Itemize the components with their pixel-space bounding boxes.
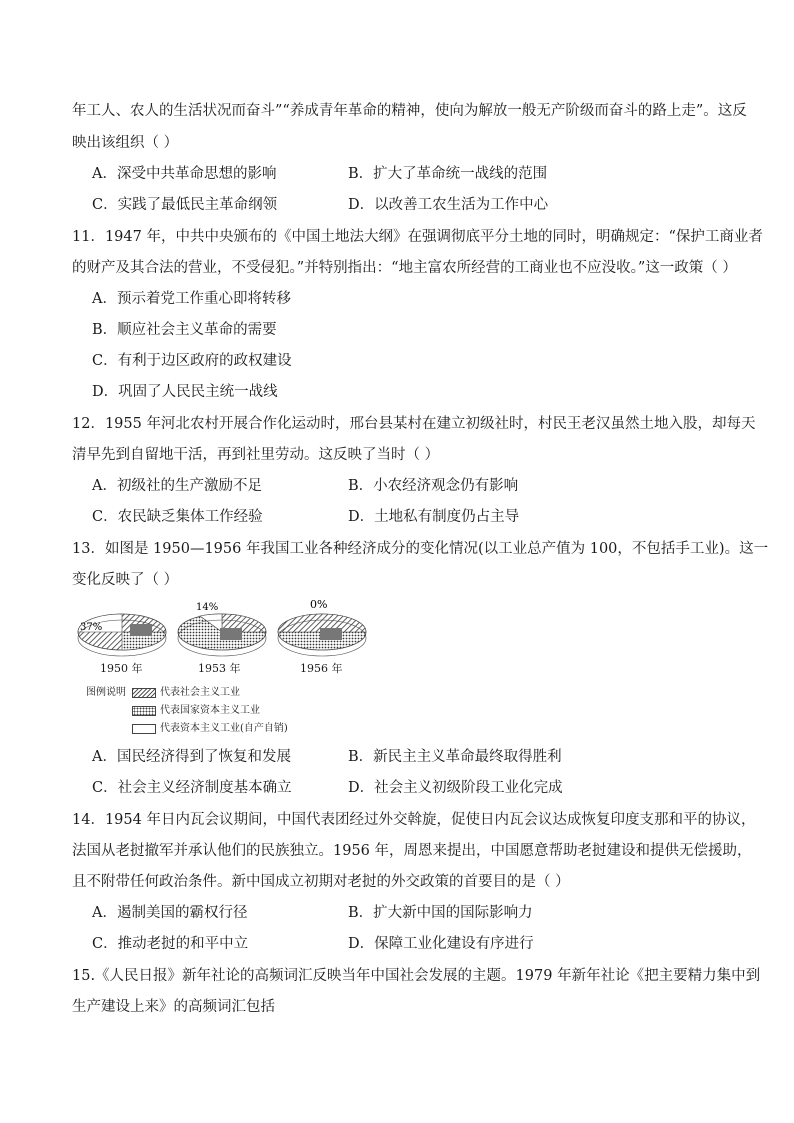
legend-label-socialist: 代表社会主义工业 bbox=[160, 687, 240, 698]
legend-row-state-capitalist bbox=[132, 704, 260, 718]
hatch-swatch-icon bbox=[132, 688, 156, 698]
legend-label-state-capitalist: 代表国家资本主义工业 bbox=[160, 705, 260, 716]
pie-1953 bbox=[178, 602, 266, 656]
pie-1950-pct-label: 37% bbox=[80, 622, 103, 633]
q10-stem-line-2: 映出该组织（ ） bbox=[72, 135, 179, 151]
q14-stem-line-1: 14．1954 年日内瓦会议期间，中国代表团经过外交斡旋，促使日内瓦会议达成恢复印度支那和平的协议， bbox=[72, 812, 756, 828]
q10-stem-line-1: 年工人、农人的生活状况而奋斗”“养成青年革命的精神，使向为解放一般无产阶级而奋斗的路上走”。这反 bbox=[72, 103, 747, 119]
blank-swatch-icon bbox=[132, 724, 156, 734]
q14-option-a: A．遏制美国的霸权行径 bbox=[92, 905, 248, 921]
legend-label-capitalist: 代表资本主义工业(自产自销) bbox=[160, 723, 288, 734]
legend-row-socialist bbox=[86, 686, 240, 700]
q14-stem-line-3: 且不附带任何政治条件。新中国成立初期对老挝的外交政策的首要目的是（ ） bbox=[72, 874, 570, 890]
q11-stem-line-2: 的财产及其合法的营业，不受侵犯。”并特别指出：“地主富农所经营的工商业也不应没收。”这一政策（ ） bbox=[72, 260, 737, 276]
q15-stem-line-2: 生产建设上来》的高频词汇包括 bbox=[72, 999, 275, 1015]
q11-stem-line-1: 11．1947 年，中共中央颁布的《中国土地法大纲》在强调彻底平分土地的同时，明确规定：“保护工商业者 bbox=[72, 229, 763, 245]
q13-option-b: B．新民主主义革命最终取得胜利 bbox=[348, 749, 562, 765]
pie-1956-year: 1956 年 bbox=[300, 662, 343, 675]
q10-option-b: B．扩大了革命统一战线的范围 bbox=[348, 166, 548, 182]
q15-stem-line-1: 15.《人民日报》新年社论的高频词汇反映当年中国社会发展的主题。1979 年新年社论《把主要精力集中到 bbox=[72, 968, 761, 984]
pie-1956 bbox=[278, 598, 366, 656]
q13-stem-line-1: 13．如图是 1950—1956 年我国工业各种经济成分的变化情况(以工业总产值为 100，不包括手工业)。这一 bbox=[72, 541, 769, 557]
q12-option-b: B．小农经济观念仍有影响 bbox=[348, 478, 519, 494]
q12-option-c: C．农民缺乏集体工作经验 bbox=[92, 509, 263, 525]
pie-1953-pct-label: 14% bbox=[196, 602, 219, 613]
q10-option-a: A．深受中共革命思想的影响 bbox=[92, 166, 277, 182]
q12-stem-line-1: 12．1955 年河北农村开展合作化运动时，邢台县某村在建立初级社时，村民王老汉虽然土地入股，却每天 bbox=[72, 416, 756, 432]
q13-option-a: A．国民经济得到了恢复和发展 bbox=[92, 749, 291, 765]
q11-option-d: D．巩固了人民民主统一战线 bbox=[92, 384, 278, 400]
q12-stem-line-2: 清早先到自留地干活，再到社里劳动。这反映了当时（ ） bbox=[72, 447, 440, 463]
q13-option-d: D．社会主义初级阶段工业化完成 bbox=[348, 780, 563, 796]
q10-option-c: C．实践了最低民主革命纲领 bbox=[92, 197, 278, 213]
legend-row-capitalist bbox=[132, 722, 288, 736]
q11-option-a: A．预示着党工作重心即将转移 bbox=[92, 291, 291, 307]
pie-1953-year: 1953 年 bbox=[198, 662, 241, 675]
legend-title: 图例说明 bbox=[86, 687, 126, 698]
q14-option-d: D．保障工业化建设有序进行 bbox=[348, 936, 534, 952]
q10-option-d: D．以改善工农生活为工作中心 bbox=[348, 197, 549, 213]
q11-option-c: C．有利于边区政府的政权建设 bbox=[92, 353, 292, 369]
dots-swatch-icon bbox=[132, 706, 156, 716]
q13-stem-line-2: 变化反映了（ ） bbox=[72, 572, 179, 588]
q12-option-d: D．土地私有制度仍占主导 bbox=[348, 509, 520, 525]
pie-1956-pct-label: 0% bbox=[310, 598, 328, 611]
q14-option-b: B．扩大新中国的国际影响力 bbox=[348, 905, 533, 921]
q14-option-c: C．推动老挝的和平中立 bbox=[92, 936, 249, 952]
economy-composition-figure bbox=[72, 598, 372, 748]
q13-option-c: C．社会主义经济制度基本确立 bbox=[92, 780, 292, 796]
pie-1950 bbox=[78, 614, 166, 656]
q14-stem-line-2: 法国从老挝撤军并承认他们的民族独立。1956 年，周恩来提出，中国愿意帮助老挝建设和提供无偿援助， bbox=[72, 843, 752, 859]
pie-1950-year: 1950 年 bbox=[100, 662, 143, 675]
q11-option-b: B．顺应社会主义革命的需要 bbox=[92, 322, 277, 338]
q12-option-a: A．初级社的生产激励不足 bbox=[92, 478, 262, 494]
